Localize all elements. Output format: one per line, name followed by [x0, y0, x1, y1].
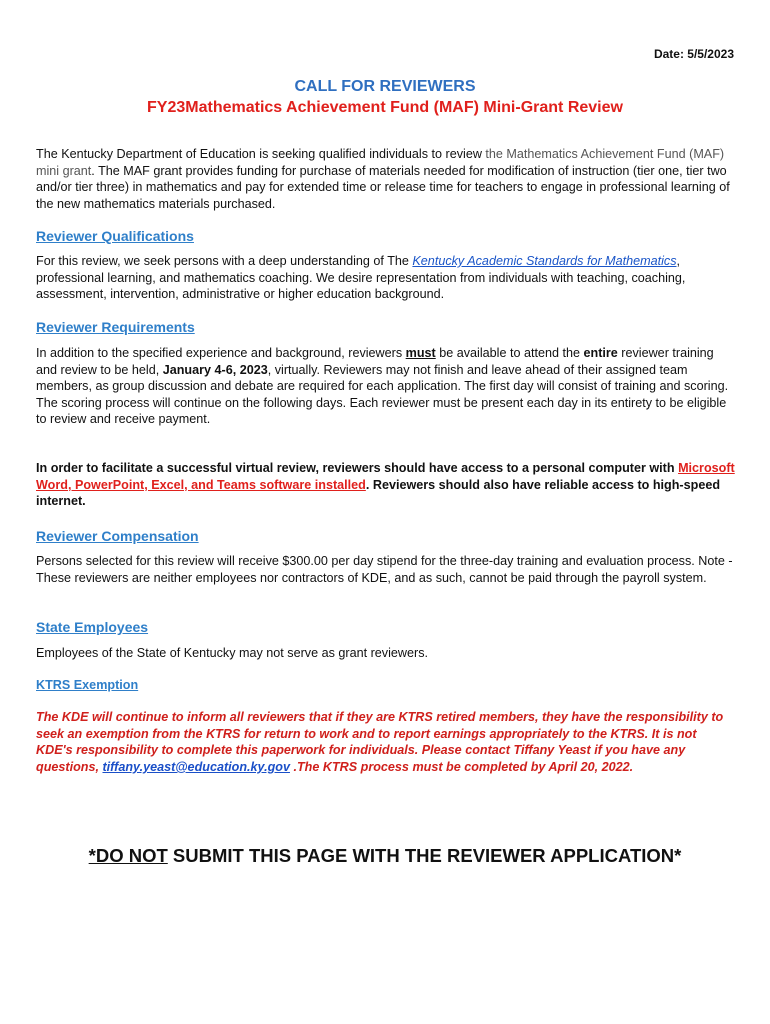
requirements-heading: Reviewer Requirements [36, 319, 195, 335]
qualifications-heading: Reviewer Qualifications [36, 228, 194, 244]
do-not-text: SUBMIT THIS PAGE WITH THE REVIEWER APPLICATION* [167, 845, 682, 866]
software-requirement: Microsoft Word, PowerPoint, Excel, and Teams software installed [36, 461, 735, 492]
must-emphasis: must [405, 346, 436, 360]
review-dates: January 4-6, 2023 [162, 362, 268, 377]
qualifications-text-1: For this review, we seek persons with a deep understanding of The [36, 254, 413, 268]
grant-title: FY23Mathematics Achievement Fund (MAF) Mini-Grant Review [147, 99, 623, 116]
kas-math-link[interactable]: Kentucky Academic Standards for Mathematics [412, 254, 677, 268]
virtual-text-2: . Reviewers should also have reliable access to high-speed internet. [36, 477, 721, 509]
requirements-text-2: be available to attend the [435, 346, 584, 360]
requirements-text-1: In addition to the specified experience and background, reviewers [36, 346, 406, 360]
virtual-text-1: In order to facilitate a successful virtual review, reviewers should have access to a personal computer with [36, 461, 679, 475]
do-not-submit-notice [0, 845, 770, 867]
compensation-paragraph: Persons selected for this review will receive $300.00 per day stipend for the three-day training and evaluation process. Note - These reviewers are neither employees nor contractors of KDE, and as such, cannot be paid through the payroll system. [36, 554, 733, 585]
intro-text-grant: the Mathematics Achievement Fund (MAF) mini grant [36, 147, 725, 178]
intro-text-2: . The MAF grant provides funding for purchase of materials needed for modification of instruction (tier one, tier two and/or tier three) in mathematics and pay for extended time or release time for teachers to engage in professional learning of the new mathematics materials purchased. [36, 163, 730, 211]
qualifications-paragraph [36, 253, 736, 303]
qualifications-text-2: , professional learning, and mathematics coaching. We desire representation from individuals with teaching, coaching, assessment, intervention, administrative or higher education background. [36, 254, 686, 302]
call-title: CALL FOR REVIEWERS [294, 78, 476, 95]
date-line: Date: 5/5/2023 [653, 47, 734, 61]
requirements-paragraph [36, 345, 736, 428]
compensation-heading: Reviewer Compensation [36, 528, 199, 544]
do-not-emphasis: *DO NOT [88, 845, 168, 866]
contact-email-link[interactable]: tiffany.yeast@education.ky.gov [102, 759, 290, 774]
requirements-text-3: reviewer training and review to be held, [36, 346, 714, 377]
intro-text-1: The Kentucky Department of Education is seeking qualified individuals to review [36, 147, 486, 161]
entire-emphasis: entire [583, 346, 618, 360]
requirements-text-4: , virtually. Reviewers may not finish and leave ahead of their assigned team members, as group discussion and debate are required for each application. The first day will consist of training and scoring. The scoring process will continue on the following days. Each reviewer must be present each day in its entirety to be eligible to review and receive payment. [36, 362, 729, 427]
ktrs-text-2: .The KTRS process must be completed by April 20, 2022. [289, 759, 634, 774]
ktrs-text-1: The KDE will continue to inform all reviewers that if they are KTRS retired members, they have the responsibility to seek an exemption from the KTRS for return to work and to report earnings appropriately to the KTRS. It is not KDE's responsibility to complete this paperwork for individuals. Please contact Tiffany Yeast if you have any questions, [36, 710, 724, 774]
state-employees-heading: State Employees [36, 619, 149, 635]
virtual-paragraph [36, 460, 736, 510]
intro-paragraph [36, 146, 736, 212]
ktrs-heading: KTRS Exemption [36, 678, 139, 692]
state-employees-paragraph: Employees of the State of Kentucky may not serve as grant reviewers. [36, 646, 428, 660]
ktrs-paragraph [36, 709, 736, 775]
